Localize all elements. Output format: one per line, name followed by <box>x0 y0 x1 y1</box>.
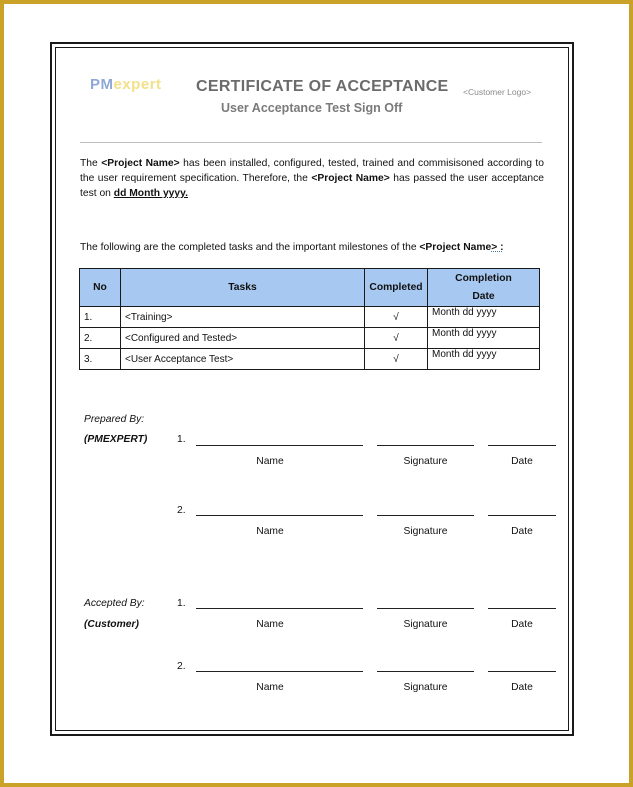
page-border <box>50 42 574 736</box>
signature-caption: Signature <box>403 619 448 630</box>
signoff-number: 2. <box>177 661 186 672</box>
date-line <box>488 515 556 516</box>
date-line <box>488 671 556 672</box>
header-divider <box>80 142 542 143</box>
col-header-completion-date: Completion Date <box>428 269 540 307</box>
table-header-row <box>80 269 540 307</box>
name-line <box>196 515 363 516</box>
row-no: 3. <box>80 349 121 370</box>
name-line <box>196 608 363 609</box>
prepared-by-org: (PMEXPERT) <box>84 434 148 445</box>
check-mark-icon: √ <box>365 328 428 349</box>
signature-line <box>377 608 474 609</box>
col-header-completed: Completed <box>365 269 428 307</box>
project-name: <Project Name> <box>101 158 180 169</box>
acceptance-date: dd Month yyyy. <box>113 188 188 199</box>
row-task: <Configured and Tested> <box>121 328 365 349</box>
signature-line <box>377 445 474 446</box>
milestones-table <box>79 268 540 370</box>
accepted-by-org: (Customer) <box>84 619 139 630</box>
table-row <box>80 349 540 370</box>
certificate-title: CERTIFICATE OF ACCEPTANCE <box>196 78 449 95</box>
date-caption: Date <box>511 526 533 537</box>
signature-caption: Signature <box>403 682 448 693</box>
signoff-number: 1. <box>177 434 186 445</box>
row-no: 2. <box>80 328 121 349</box>
project-name: <Project Name> <box>311 173 390 184</box>
row-no: 1. <box>80 307 121 328</box>
col-header-no: No <box>80 269 121 307</box>
col-header-tasks: Tasks <box>121 269 365 307</box>
table-row <box>80 328 540 349</box>
date-caption: Date <box>511 682 533 693</box>
name-line <box>196 671 363 672</box>
row-date: Month dd yyyy <box>428 349 540 370</box>
pmexpert-logo: PMexpert <box>90 76 162 93</box>
table-row <box>80 307 540 328</box>
date-line <box>488 445 556 446</box>
row-date: Month dd yyyy <box>428 307 540 328</box>
check-mark-icon: √ <box>365 349 428 370</box>
milestones-intro: The following are the completed tasks and the important milestones of the <Project Name> : <box>80 242 504 253</box>
signoff-number: 1. <box>177 598 186 609</box>
date-line <box>488 608 556 609</box>
name-caption: Name <box>256 456 284 467</box>
signoff-number: 2. <box>177 505 186 516</box>
project-name: <Project Name> : <box>419 242 504 253</box>
name-line <box>196 445 363 446</box>
signature-caption: Signature <box>403 456 448 467</box>
name-caption: Name <box>256 682 284 693</box>
prepared-by-label: Prepared By: <box>84 414 145 425</box>
customer-logo-placeholder: <Customer Logo> <box>463 87 532 97</box>
certificate-subtitle: User Acceptance Test Sign Off <box>221 101 403 115</box>
row-date: Month dd yyyy <box>428 328 540 349</box>
check-mark-icon: √ <box>365 307 428 328</box>
signature-line <box>377 671 474 672</box>
name-caption: Name <box>256 526 284 537</box>
date-caption: Date <box>511 456 533 467</box>
signature-line <box>377 515 474 516</box>
row-task: <User Acceptance Test> <box>121 349 365 370</box>
accepted-by-label: Accepted By: <box>84 598 145 609</box>
intro-paragraph: The <Project Name> has been installed, configured, tested, trained and commisisoned according to the user requirement specification. Therefore, the <Project Name> has passed the user acceptance test on dd Month yyyy. <box>80 158 545 199</box>
row-task: <Training> <box>121 307 365 328</box>
name-caption: Name <box>256 619 284 630</box>
signature-caption: Signature <box>403 526 448 537</box>
date-caption: Date <box>511 619 533 630</box>
